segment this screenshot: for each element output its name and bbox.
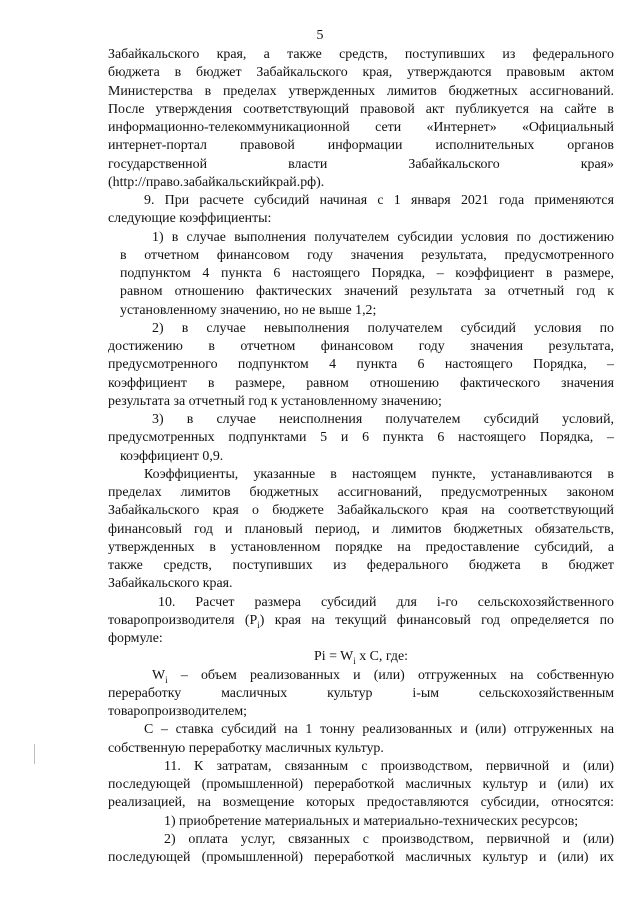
text-line: 1) приобретение материальных и материально-технических ресурсов; (164, 813, 579, 829)
scan-margin-mark (34, 744, 35, 764)
text-line: Министерства в пределах утвержденных лимитов бюджетных ассигнований. (108, 83, 614, 99)
text-line: коэффициент 0,9. (120, 448, 224, 464)
text-line: Коэффициенты, указанные в настоящем пункте, устанавливаются в (144, 466, 614, 482)
text-line: подпунктом 4 пункта 6 настоящего Порядка, – коэффициент в размере, (120, 266, 614, 281)
text-line: коэффициент в размере, равном отношению фактического значения (108, 375, 614, 391)
text-line: равном отношению фактических значений результата за отчетный год к (120, 284, 614, 300)
text-line: установленному значению, но не выше 1,2; (120, 302, 377, 318)
text-line: достижению в отчетном финансовом году значения результата, (108, 339, 614, 354)
text-line: 9. При расчете субсидий начиная с 1 января 2021 года применяются (144, 193, 614, 208)
text-line: предусмотренного подпунктом 4 пункта 6 настоящего Порядка, – (108, 357, 614, 373)
text-line: 10. Расчет размера субсидий для i-го сельскохозяйственного (158, 594, 614, 610)
text-line: результата за отчетный год к установленному значению; (108, 393, 442, 409)
text-line: товаропроизводителя $(P_i)$ края на текущий финансовый год определяется по (108, 612, 614, 630)
text-line: 1) в случае выполнения получателем субсидии условия по достижению (152, 229, 614, 245)
text-line: Забайкальского края. (108, 576, 233, 592)
text-line: в отчетном финансовом году значения результата, предусмотренного (120, 247, 614, 263)
text-line: Забайкальского края, а также средств, поступивших из федерального (108, 47, 614, 62)
text-line: С – ставка субсидий на 1 тонну реализованных и (или) отгруженных на (144, 722, 614, 738)
document-body (108, 46, 614, 867)
text-line: утвержденных в установленном порядке на предоставление субсидий, а (108, 539, 614, 555)
text-line: Забайкальского края о бюджете Забайкальского края на соответствующий (108, 503, 614, 519)
text-line: предусмотренных подпунктами 5 и 6 пункта 6 настоящего Порядка, – (108, 430, 614, 446)
text-line: товаропроизводителем; (108, 704, 248, 719)
text-line: 2) в случае невыполнения получателем субсидий условия по (152, 320, 614, 336)
text-line: собственную переработку масличных культур. (108, 740, 384, 756)
page-number: 5 (316, 28, 324, 43)
text-line: формуле: (108, 631, 163, 646)
text-line: 11. К затратам, связанным с производством, первичной и (или) (164, 758, 614, 774)
text-line: 2) оплата услуг, связанных с производством, первичной и (или) (164, 831, 614, 847)
text-line: пределах лимитов бюджетных ассигнований, предусмотренных законом (108, 485, 614, 500)
text-line: $W_i$ – объем реализованных и (или) отгруженных на собственную (152, 667, 614, 685)
text-line: После утверждения соответствующий правовой акт публикуется на сайте в (108, 101, 614, 117)
text-line: (http://право.забайкальскийкрай.рф). (108, 174, 325, 190)
text-line: 3) в случае неисполнения получателем субсидий условий, (152, 412, 614, 427)
text-line: переработку масличных культур i-ым сельскохозяйственным (108, 685, 614, 701)
text-line: государственной власти Забайкальского края» (108, 156, 614, 172)
text-line: следующие коэффициенты: (108, 211, 272, 227)
text-line: также средств, поступивших из федерального бюджета в бюджет (108, 558, 614, 573)
text-line: последующей (промышленной) переработкой масличных культур и (или) их (108, 777, 614, 792)
text-line: реализацией, на возмещение которых предоставляются субсидии, относятся: (108, 795, 614, 811)
text-line: последующей (промышленной) переработкой масличных культур и (или) их (108, 850, 614, 865)
text-line: $Pi = W_i$ x C, где: (314, 649, 408, 667)
text-line: финансовый год и плановый период, и лимитов бюджетных обязательств, (108, 521, 614, 537)
text-line: интернет-портал правовой информации исполнительных органов (108, 138, 614, 154)
text-line: информационно-телекоммуникационной сети «Интернет» «Официальный (108, 120, 614, 135)
text-line: бюджета в бюджет Забайкальского края, утверждаются правовым актом (108, 65, 614, 81)
